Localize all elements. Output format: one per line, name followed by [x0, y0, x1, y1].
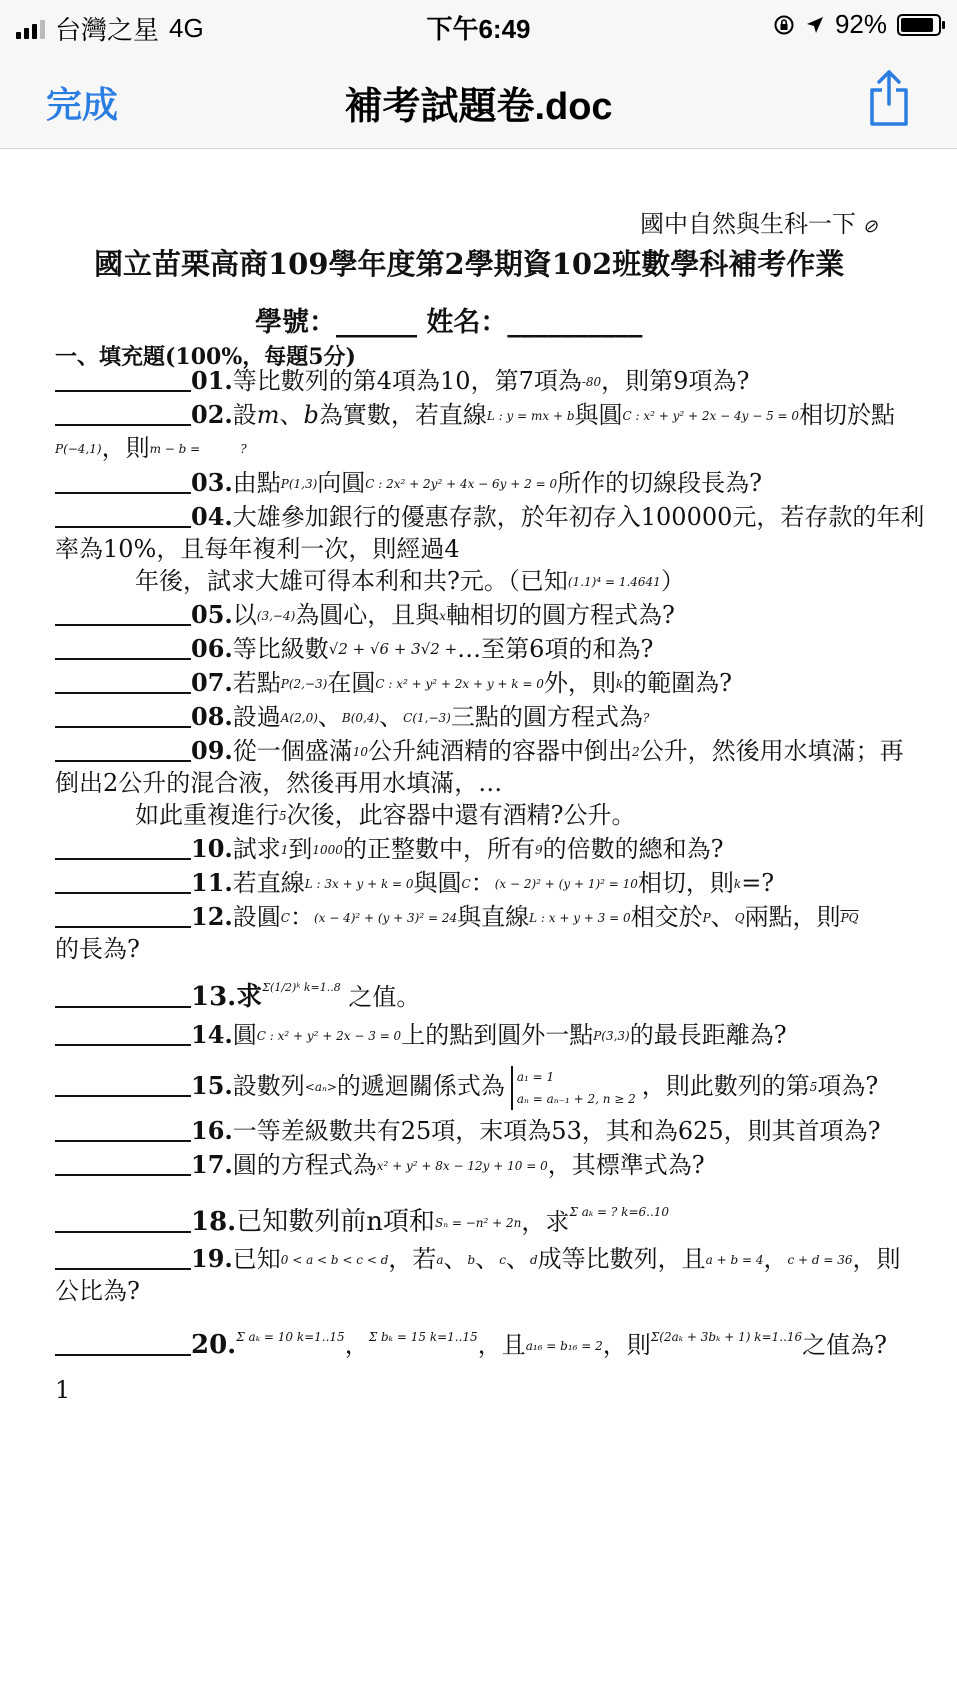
answer-blank[interactable] — [55, 402, 191, 426]
question-07: 07.若點P(2,−3)在圓C : x² + y² + 2x + y + k = 0外，則k的範圍為? — [55, 668, 732, 699]
document-heading: 國立苗栗高商109學年度第2學期資102班數學科補考作業 — [94, 247, 845, 281]
question-18: 18.已知數列前n項和Sₙ = −n² + 2n，求$^{\Sigma a_k = ? k=6..10}$ — [55, 1188, 669, 1247]
question-12: 12.設圓C：(x − 4)² + (y + 3)² = 24與直線L : x + y + 3 = 0相交於P、Q兩點，則$\overline{PQ}$ — [55, 902, 858, 933]
done-button[interactable]: 完成 — [46, 84, 119, 125]
question-09-cont: 倒出2公升的混合液，然後再用水填滿，… — [55, 769, 503, 797]
question-13: 13.求$^{\Sigma(1/2)ᵏ k=1..8}$ 之值。 — [55, 964, 420, 1021]
question-16: 16.一等差級數共有25項，末項為53，其和為625，則其首項為? — [55, 1116, 881, 1146]
answer-blank[interactable] — [55, 984, 191, 1008]
question-09-cont2: 如此重複進行5次後，此容器中還有酒精?公升。 — [135, 801, 636, 829]
question-15: 15.設數列<aₙ>的遞迴關係式為 a₁ = 1 aₙ = aₙ₋₁ + 2, n ≥ 2 ，則此數列的第5項為? — [55, 1056, 878, 1117]
clock: 下午6:49 — [426, 14, 531, 44]
page-number: 1 — [55, 1376, 71, 1404]
question-03: 03.由點P(1,3)向圓C : 2x² + 2y² + 4x − 6y + 2 = 0所作的切線段長為? — [55, 468, 762, 499]
answer-blank[interactable] — [55, 1332, 191, 1356]
question-02-cont: P(−4,1)，則m − b = ? — [55, 434, 247, 462]
question-05: 05.以(3,−4)為圓心，且與x軸相切的圓方程式為? — [55, 600, 675, 631]
link-icon: ⊘ — [862, 216, 878, 236]
answer-blank[interactable] — [55, 504, 191, 528]
carrier-label: 台灣之星 — [55, 15, 160, 45]
battery-percent: 92% — [834, 9, 887, 39]
answer-blank[interactable] — [55, 368, 191, 392]
question-09: 09.從一個盛滿10公升純酒精的容器中倒出2公升，然後用水填滿；再 — [55, 736, 904, 767]
answer-blank[interactable] — [55, 1022, 191, 1046]
answer-blank[interactable] — [55, 670, 191, 694]
answer-blank[interactable] — [55, 738, 191, 762]
question-08: 08.設過A(2,0)、B(0,4)、C(1,−3)三點的圓方程式為? — [55, 702, 649, 733]
answer-blank[interactable] — [55, 704, 191, 728]
question-06: 06.等比級數√2 + √6 + 3√2 +…至第6項的和為? — [55, 634, 653, 664]
answer-blank[interactable] — [55, 836, 191, 860]
share-icon[interactable] — [867, 68, 911, 128]
battery-icon — [897, 14, 941, 36]
question-10: 10.試求1到1000的正整數中，所有9的倍數的總和為? — [55, 834, 723, 865]
navigation-bar — [0, 50, 957, 149]
answer-blank[interactable] — [55, 1246, 191, 1270]
answer-blank[interactable] — [55, 1152, 191, 1176]
question-02: 02.設m、b為實數，若直線L : y = mx + b與圓C : x² + y² + 2x − 4y − 5 = 0相切於點 — [55, 400, 895, 431]
answer-blank[interactable] — [55, 1118, 191, 1142]
answer-blank[interactable] — [55, 470, 191, 494]
rotation-lock-icon — [773, 14, 795, 36]
student-id-name: 學號：______ 姓名：__________ — [255, 307, 643, 338]
question-17: 17.圓的方程式為x² + y² + 8x − 12y + 10 = 0，其標準式為? — [55, 1150, 705, 1181]
question-01: 01.等比數列的第4項為10，第7項為-80，則第9項為? — [55, 366, 749, 397]
document-view[interactable] — [0, 150, 957, 1707]
answer-blank[interactable] — [55, 870, 191, 894]
question-20: 20.$^{\Sigma a_k = 10 k=1..15}$，$^{\Sigma b_k = 15 k=1..15}$，且a₁₆ = b₁₆ = 2，則$^{\Sigma(2a_k + 3b_k + 1) k=1..16}$之值為? — [55, 1310, 887, 1373]
question-19-cont: 公比為? — [55, 1277, 140, 1305]
question-14: 14.圓C : x² + y² + 2x − 3 = 0上的點到圓外一點P(3,3)的最長距離為? — [55, 1020, 787, 1051]
question-04-cont: 率為10%，且每年複利一次，則經過4 — [55, 535, 460, 563]
question-12-cont: 的長為? — [55, 935, 140, 963]
question-11: 11.若直線L : 3x + y + k = 0與圓C：(x − 2)² + (y + 1)² = 10相切，則k=? — [55, 868, 774, 899]
answer-blank[interactable] — [55, 1073, 191, 1097]
answer-blank[interactable] — [55, 602, 191, 626]
network-label: 4G — [169, 13, 204, 43]
corner-note: 國中自然與生科一下 ⊘ — [640, 211, 878, 238]
question-04: 04.大雄參加銀行的優惠存款，於年初存入100000元，若存款的年利 — [55, 502, 924, 532]
recurrence-system: a₁ = 1 aₙ = aₙ₋₁ + 2, n ≥ 2 — [511, 1066, 636, 1110]
question-19: 19.已知0 < a < b < c < d，若a、b、c、d成等比數列，且a + b = 4，c + d = 36，則 — [55, 1244, 901, 1275]
location-icon — [805, 15, 825, 35]
answer-blank[interactable] — [55, 636, 191, 660]
question-04-cont2: 年後，試求大雄可得本利和共?元。（已知(1.1)⁴ = 1.4641） — [135, 567, 685, 595]
answer-blank[interactable] — [55, 904, 191, 928]
section-title: 一、填充題(100%，每題5分) — [55, 344, 356, 370]
answer-blank[interactable] — [55, 1209, 191, 1233]
document-title: 補考試題卷.doc — [344, 86, 613, 128]
status-bar — [0, 0, 957, 50]
